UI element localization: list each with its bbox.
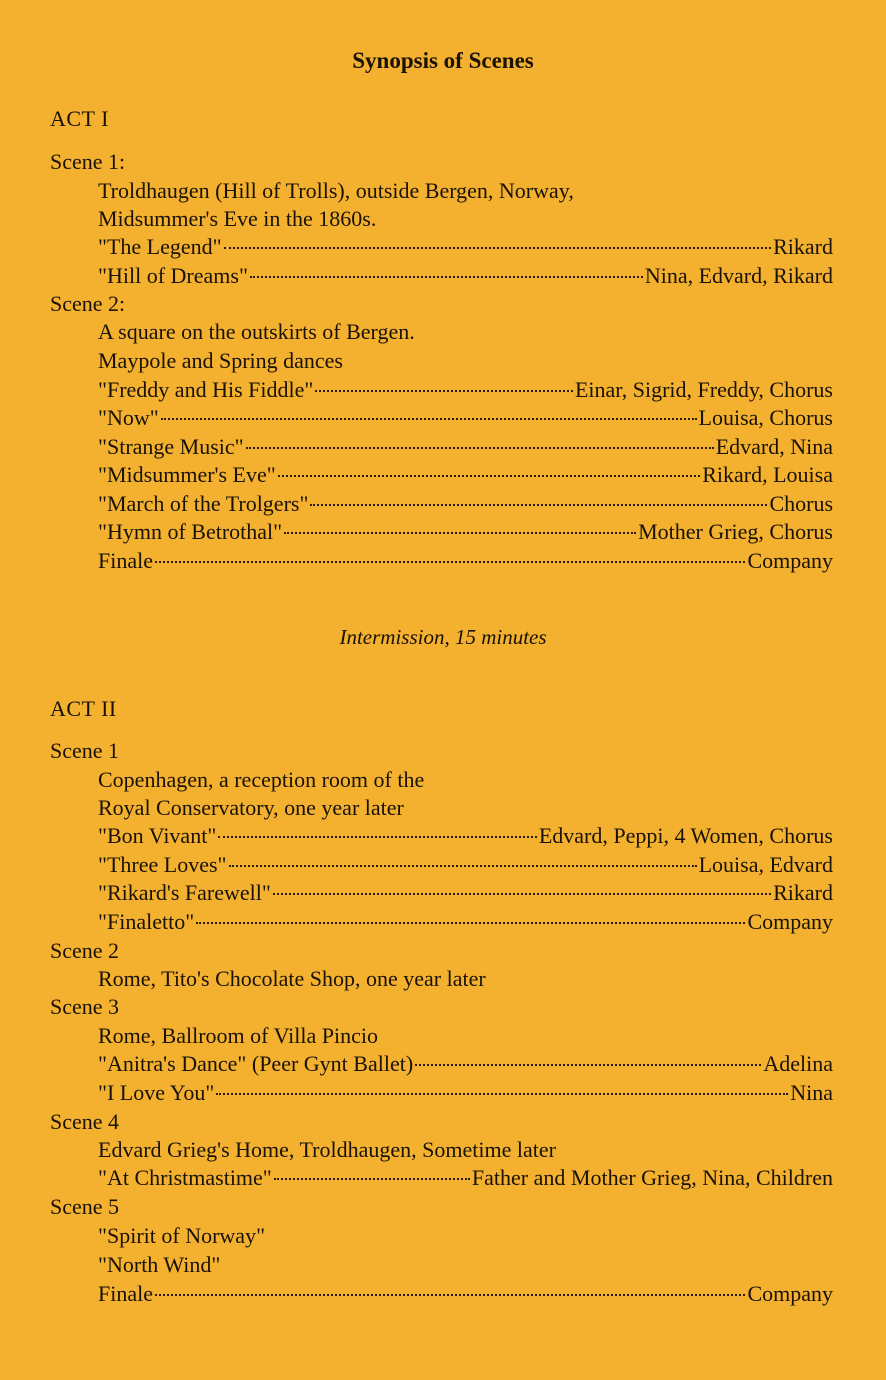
dot-leader bbox=[216, 1093, 788, 1095]
song-title: "Freddy and His Fiddle" bbox=[98, 377, 314, 402]
scene-description: "Spirit of Norway" bbox=[98, 1223, 266, 1248]
song-performers: Chorus bbox=[769, 491, 833, 516]
song-title: "Rikard's Farewell" bbox=[98, 880, 271, 905]
scene-description: Edvard Grieg's Home, Troldhaugen, Sometime later bbox=[98, 1137, 556, 1162]
dot-leader bbox=[161, 418, 697, 420]
dot-leader bbox=[250, 276, 643, 278]
song-entry bbox=[98, 908, 833, 936]
song-performers: Adelina bbox=[763, 1051, 833, 1076]
song-entry bbox=[98, 1050, 833, 1078]
song-entry bbox=[98, 1164, 833, 1192]
song-title: "Strange Music" bbox=[98, 434, 244, 459]
dot-leader bbox=[155, 1294, 745, 1296]
scene-heading: Scene 1: bbox=[50, 149, 126, 174]
scene-description: Troldhaugen (Hill of Trolls), outside Bergen, Norway, bbox=[98, 178, 574, 203]
song-performers: Father and Mother Grieg, Nina, Children bbox=[471, 1165, 833, 1190]
song-title: "Bon Vivant" bbox=[98, 823, 217, 848]
act-heading: ACT I bbox=[50, 106, 109, 131]
dot-leader bbox=[224, 247, 771, 249]
song-entry bbox=[98, 1079, 833, 1107]
song-entry bbox=[98, 461, 833, 489]
scene-description: Copenhagen, a reception room of the bbox=[98, 767, 425, 792]
intermission-note: Intermission, 15 minutes bbox=[339, 625, 547, 649]
scene-description: A square on the outskirts of Bergen. bbox=[98, 319, 415, 344]
song-entry bbox=[98, 518, 833, 546]
dot-leader bbox=[196, 922, 745, 924]
song-entry bbox=[98, 1280, 833, 1308]
song-title: "I Love You" bbox=[98, 1080, 215, 1105]
song-entry bbox=[98, 851, 833, 879]
dot-leader bbox=[274, 1178, 470, 1180]
song-performers: Company bbox=[747, 1281, 833, 1306]
song-performers: Rikard bbox=[773, 880, 833, 905]
song-title: "Hymn of Betrothal" bbox=[98, 519, 283, 544]
scene-heading: Scene 3 bbox=[50, 994, 120, 1019]
song-title: Finale bbox=[98, 548, 153, 573]
dot-leader bbox=[229, 865, 697, 867]
dot-leader bbox=[278, 475, 700, 477]
dot-leader bbox=[246, 447, 714, 449]
page-title: Synopsis of Scenes bbox=[352, 48, 534, 73]
song-entry bbox=[98, 490, 833, 518]
song-performers: Louisa, Edvard bbox=[698, 852, 833, 877]
song-entry bbox=[98, 547, 833, 575]
song-entry bbox=[98, 879, 833, 907]
scene-description: Maypole and Spring dances bbox=[98, 348, 343, 373]
dot-leader bbox=[273, 893, 771, 895]
scene-heading: Scene 2 bbox=[50, 938, 120, 963]
scene-heading: Scene 1 bbox=[50, 738, 120, 763]
dot-leader bbox=[415, 1064, 761, 1066]
dot-leader bbox=[315, 390, 573, 392]
song-entry bbox=[98, 433, 833, 461]
song-entry bbox=[98, 376, 833, 404]
song-title: "Midsummer's Eve" bbox=[98, 462, 276, 487]
song-title: "Now" bbox=[98, 405, 159, 430]
song-title: "The Legend" bbox=[98, 234, 222, 259]
dot-leader bbox=[310, 504, 767, 506]
song-title: Finale bbox=[98, 1281, 153, 1306]
song-title: "Anitra's Dance" (Peer Gynt Ballet) bbox=[98, 1051, 414, 1076]
song-performers: Edvard, Nina bbox=[715, 434, 833, 459]
song-performers: Louisa, Chorus bbox=[698, 405, 833, 430]
song-performers: Company bbox=[747, 548, 833, 573]
song-performers: Mother Grieg, Chorus bbox=[638, 519, 833, 544]
song-performers: Rikard bbox=[773, 234, 833, 259]
song-title: "At Christmastime" bbox=[98, 1165, 272, 1190]
scene-description: Rome, Ballroom of Villa Pincio bbox=[98, 1023, 378, 1048]
song-performers: Edvard, Peppi, 4 Women, Chorus bbox=[538, 823, 833, 848]
scene-description: Midsummer's Eve in the 1860s. bbox=[98, 206, 377, 231]
scene-heading: Scene 2: bbox=[50, 291, 126, 316]
scene-description: Rome, Tito's Chocolate Shop, one year later bbox=[98, 966, 486, 991]
song-performers: Rikard, Louisa bbox=[702, 462, 833, 487]
dot-leader bbox=[218, 836, 537, 838]
song-entry bbox=[98, 404, 833, 432]
song-entry bbox=[98, 233, 833, 261]
song-performers: Nina bbox=[790, 1080, 833, 1105]
song-entry bbox=[98, 262, 833, 290]
song-entry bbox=[98, 822, 833, 850]
scene-description: "North Wind" bbox=[98, 1252, 221, 1277]
act-heading: ACT II bbox=[50, 696, 117, 721]
scene-heading: Scene 4 bbox=[50, 1109, 120, 1134]
song-title: "March of the Trolgers" bbox=[98, 491, 309, 516]
dot-leader bbox=[155, 561, 745, 563]
song-title: "Three Loves" bbox=[98, 852, 227, 877]
dot-leader bbox=[284, 532, 636, 534]
song-title: "Hill of Dreams" bbox=[98, 263, 248, 288]
scene-description: Royal Conservatory, one year later bbox=[98, 795, 404, 820]
song-performers: Nina, Edvard, Rikard bbox=[644, 263, 833, 288]
scene-heading: Scene 5 bbox=[50, 1194, 120, 1219]
song-title: "Finaletto" bbox=[98, 909, 195, 934]
song-performers: Company bbox=[747, 909, 833, 934]
song-performers: Einar, Sigrid, Freddy, Chorus bbox=[574, 377, 833, 402]
